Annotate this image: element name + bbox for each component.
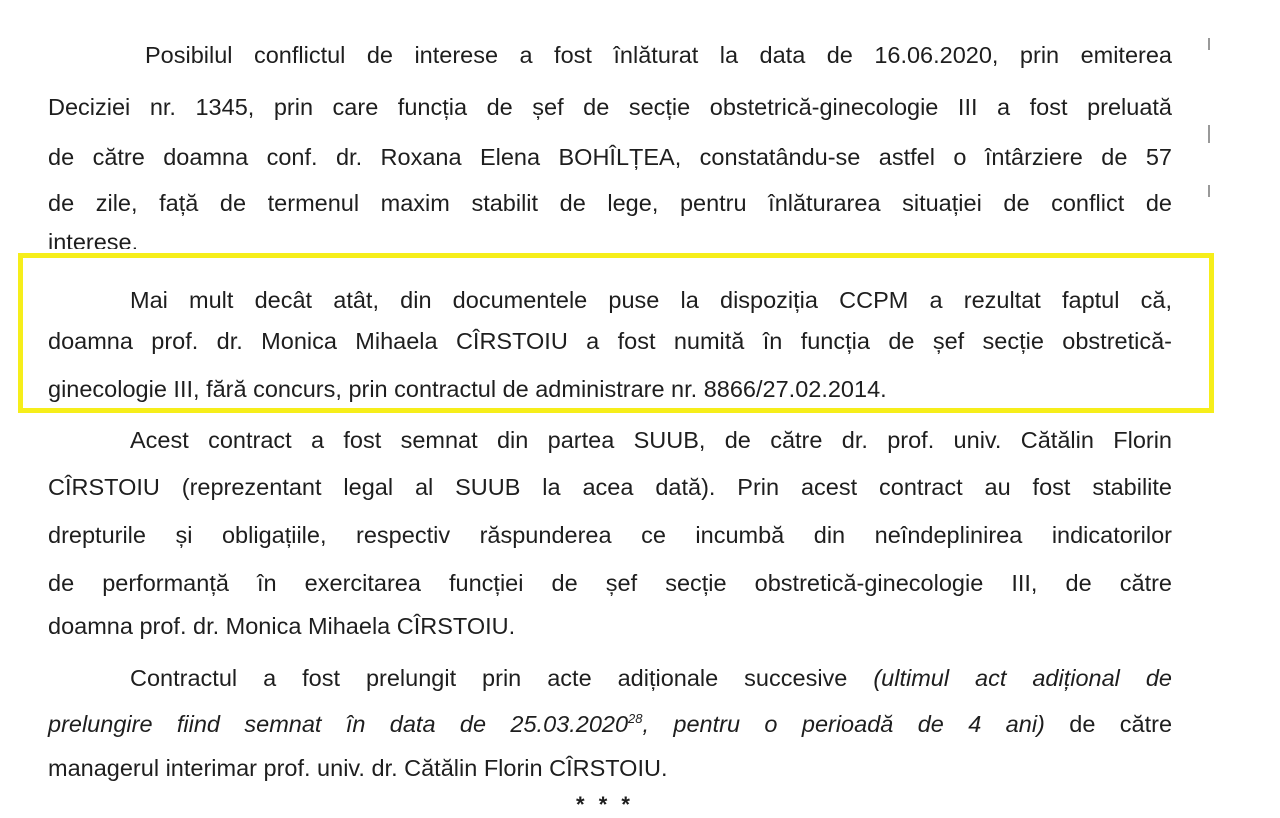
text-italic: prelungire fiind semnat în data de 25.03.2020 xyxy=(48,711,629,737)
text-line: Mai mult decât atât, din documentele puse la dispoziția CCPM a rezultat faptul că, xyxy=(130,287,1172,313)
text-line: interese. xyxy=(48,229,139,249)
footnote-reference[interactable]: 28 xyxy=(628,711,643,727)
scan-edge-mark xyxy=(1208,185,1210,197)
text-normal: Contractul a fost prelungit prin acte adiționale succesive xyxy=(130,665,874,691)
section-separator: * * * xyxy=(576,792,634,817)
text-line: doamna prof. dr. Monica Mihaela CÎRSTOIU. xyxy=(48,613,516,639)
text-line xyxy=(130,663,1172,693)
text-line: de către doamna conf. dr. Roxana Elena BOHÎLȚEA, constatându-se astfel o întârziere de 57 xyxy=(48,144,1172,170)
scan-edge-mark xyxy=(1208,125,1210,143)
text-line: CÎRSTOIU (reprezentant legal al SUUB la acea dată). Prin acest contract au fost stabilite xyxy=(48,474,1172,500)
text-italic: , pentru o perioadă de 4 ani) xyxy=(642,711,1045,737)
scan-edge-mark xyxy=(1208,38,1210,50)
text-line: de zile, față de termenul maxim stabilit de lege, pentru înlăturarea situației de conflict de xyxy=(48,190,1172,216)
text-line: drepturile și obligațiile, respectiv răspunderea ce incumbă din neîndeplinirea indicatorilor xyxy=(48,522,1172,548)
text-line: managerul interimar prof. univ. dr. Cătălin Florin CÎRSTOIU. xyxy=(48,755,668,781)
text-line: de performanță în exercitarea funcției de șef secție obstretică-ginecologie III, de către xyxy=(48,570,1172,596)
text-line: Posibilul conflictul de interese a fost înlăturat la data de 16.06.2020, prin emiterea xyxy=(145,42,1172,68)
text-line: Acest contract a fost semnat din partea SUUB, de către dr. prof. univ. Cătălin Florin xyxy=(130,427,1172,453)
text-line: ginecologie III, fără concurs, prin contractul de administrare nr. 8866/27.02.2014. xyxy=(48,376,887,402)
text-italic: (ultimul act adițional de xyxy=(873,665,1172,691)
text-line xyxy=(48,709,1172,739)
text-line: doamna prof. dr. Monica Mihaela CÎRSTOIU a fost numită în funcția de șef secție obstretică- xyxy=(48,328,1172,354)
text-normal: de către xyxy=(1044,711,1173,737)
text-line: Deciziei nr. 1345, prin care funcția de șef de secție obstetrică-ginecologie III a fost preluată xyxy=(48,94,1172,120)
